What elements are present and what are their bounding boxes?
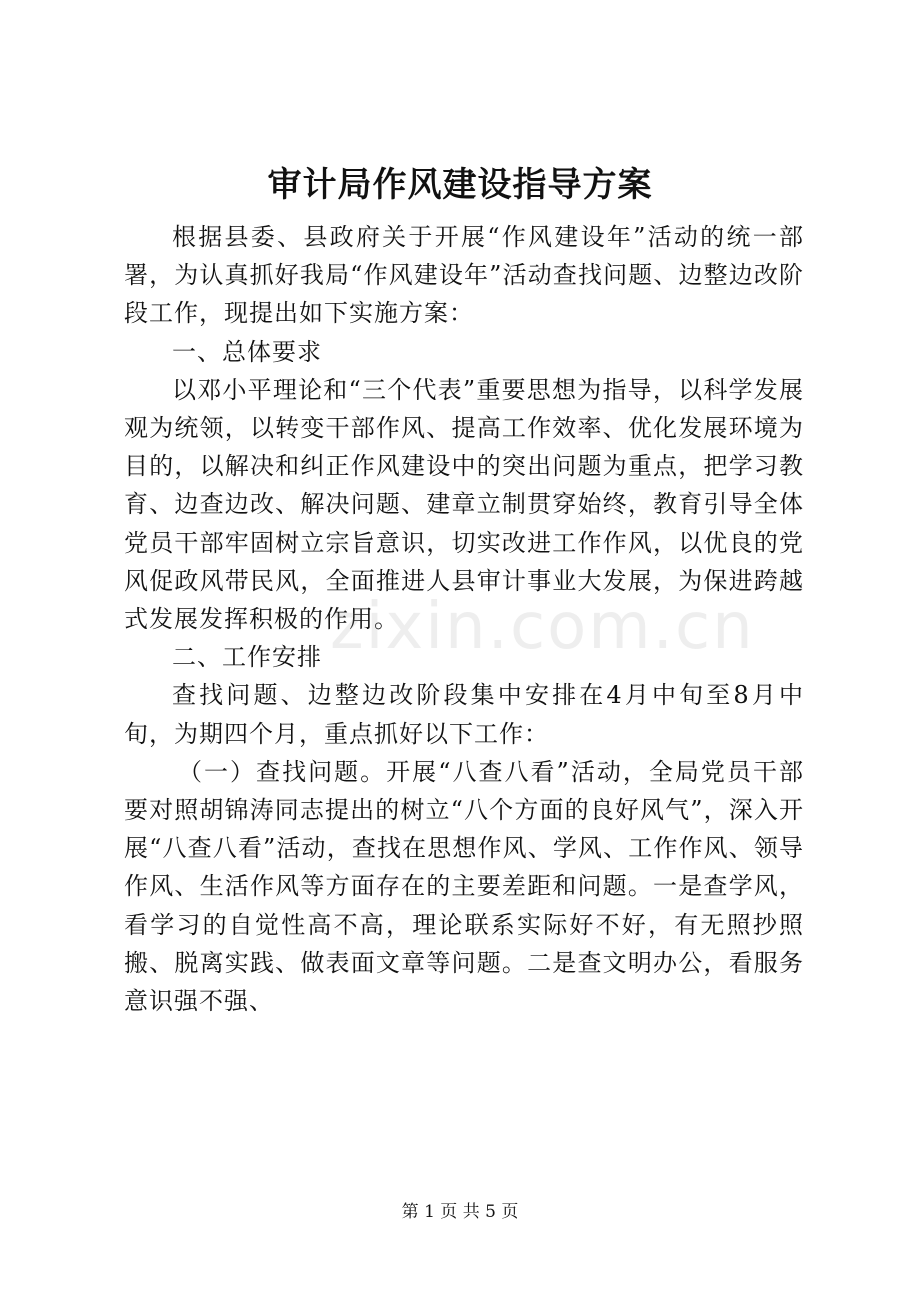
paragraph-find-problems: （一）查找问题。开展“八查八看”活动，全局党员干部要对照胡锦涛同志提出的树立“八个方面的良好风气”，深入开展“八查八看”活动，查找在思想作风、学风、工作作风、领导作风、生活作风等方面存在的主要差距和问题。一是查学风，看学习的自觉性高不高，理论联系实际好不好，有无照抄照搬、脱离实践、做表面文章等问题。二是查文明办公，看服务意识强不强、 <box>124 757 804 1016</box>
document-body <box>124 218 804 1020</box>
section-heading-work-arrangement: 二、工作安排 <box>172 643 322 672</box>
watermark-text: zixin.com.cn <box>330 590 755 664</box>
page-footer: 第 1 页 共 5 页 <box>401 1202 519 1222</box>
document-title: 审计局作风建设指导方案 <box>267 165 653 205</box>
section-heading-general-requirements: 一、总体要求 <box>172 337 322 366</box>
paragraph-work-arrangement: 查找问题、边整边改阶段集中安排在4月中旬至8月中旬，为期四个月，重点抓好以下工作： <box>124 681 804 748</box>
paragraph-general-requirements: 以邓小平理论和“三个代表”重要思想为指导，以科学发展观为统领，以转变干部作风、提高工作效率、优化发展环境为目的，以解决和纠正作风建设中的突出问题为重点，把学习教育、边查边改、解决问题、建章立制贯穿始终，教育引导全体党员干部牢固树立宗旨意识，切实改进工作作风，以优良的党风促政风带民风，全面推进人县审计事业大发展，为保进跨越式发展发挥积极的作用。 <box>124 375 804 634</box>
paragraph-intro: 根据县委、县政府关于开展“作风建设年”活动的统一部署，为认真抓好我局“作风建设年”活动查找问题、边整边改阶段工作，现提出如下实施方案： <box>124 223 804 328</box>
